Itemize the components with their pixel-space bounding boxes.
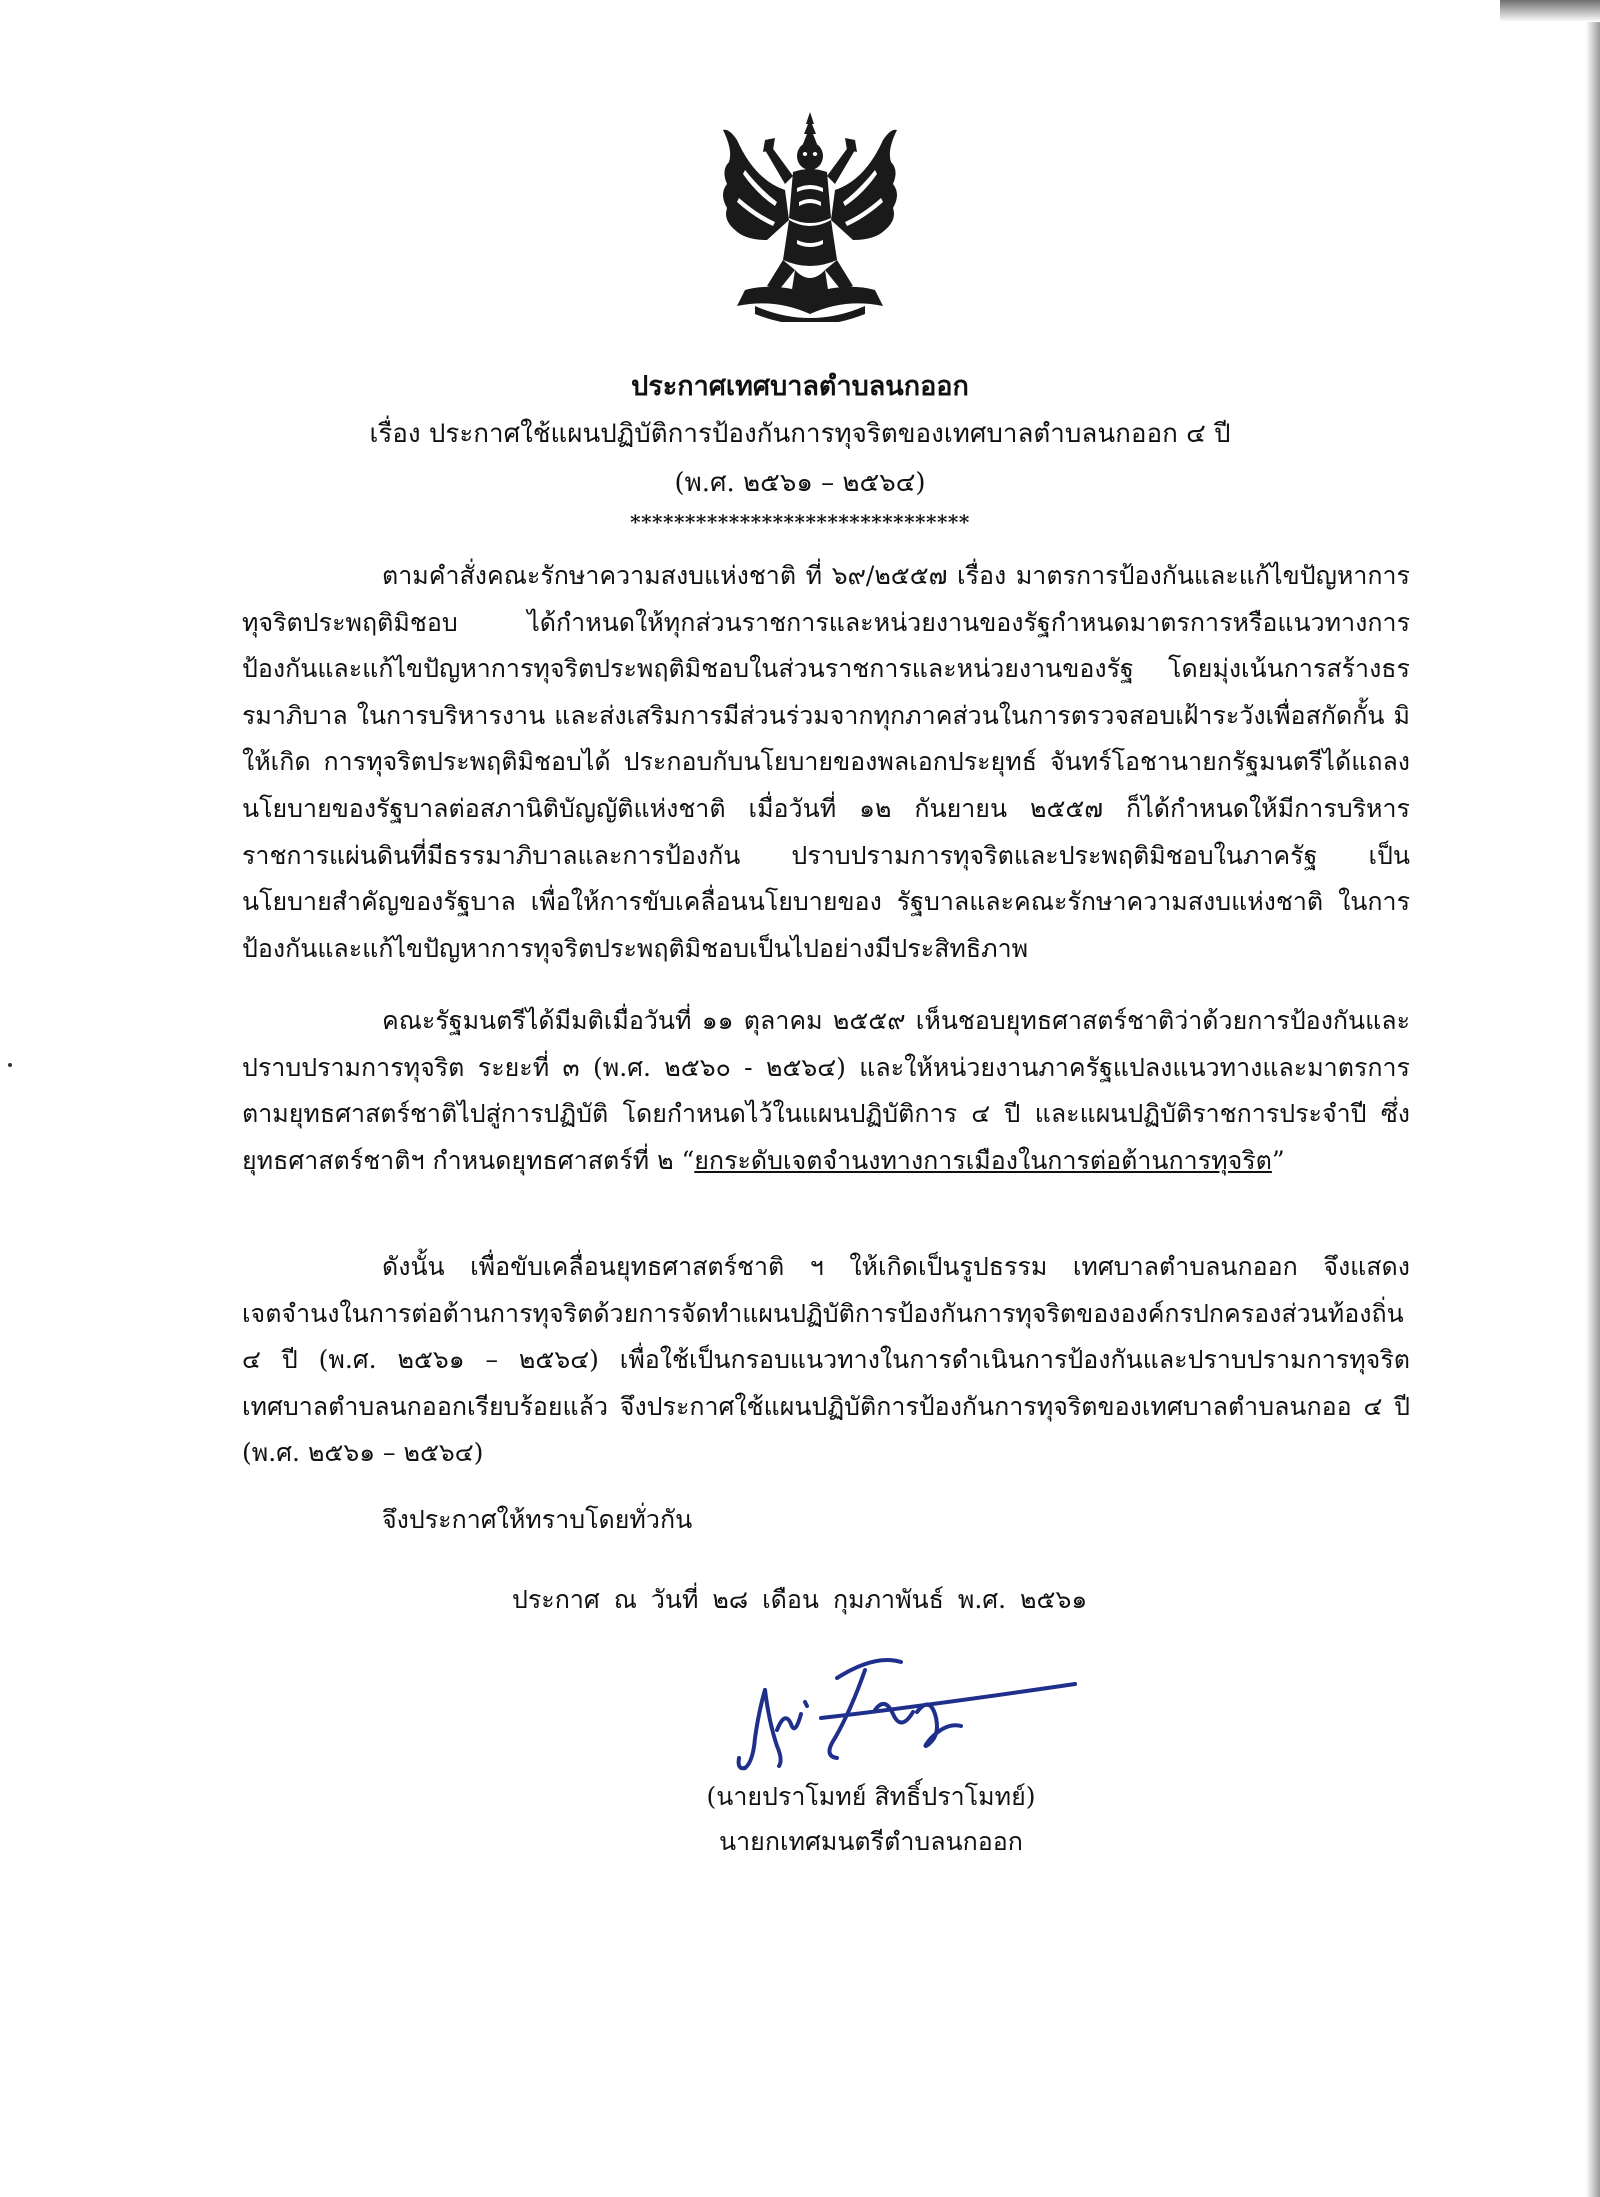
scan-page-shadow (1500, 0, 1600, 22)
paragraph-2-text (242, 998, 1410, 1184)
paragraph-3-text: ดังนั้น เพื่อขับเคลื่อนยุทธศาสตร์ชาติ ฯ ให้เกิดเป็นรูปธรรม เทศบาลตำบลนกออก จึงแสดงเจตจำนงในการต่อต้านการทุจริตด้วยการจัดทำแผนปฏิบัติการป้องกันการทุจริตขององค์กรปกครองส่วนท้องถิ่น ๔ ปี (พ.ศ. ๒๕๖๑ – ๒๕๖๔) เพื่อใช้เป็นกรอบแนวทางในการดำเนินการป้องกันและปราบปรามการทุจริต เทศบาลตำบลนกออกเรียบร้อยแล้ว จึงประกาศใช้แผนปฏิบัติการป้องกันการทุจริตของเทศบาลตำบลนกออ ๔ ปี (พ.ศ. ๒๕๖๑ – ๒๕๖๔) (242, 1252, 1410, 1468)
handwritten-signature-icon (725, 1640, 1085, 1775)
paragraph-1 (242, 553, 1410, 972)
document-period: (พ.ศ. ๒๕๖๑ – ๒๕๖๔) (674, 468, 926, 498)
paragraph-2-lead: คณะรัฐมนตรีได้มีมติเมื่อวันที่ ๑๑ ตุลาคม ๒๕๕๙ เห็นชอบยุทธศาสตร์ชาติว่าด้วยการป้องกันและปราบปรามการทุจริต ระยะที่ ๓ (พ.ศ. ๒๕๖๐ - ๒๕๖๔) และให้หน่วยงานภาครัฐแปลงแนวทางและมาตรการตามยุทธศาสตร์ชาติไปสู่การปฏิบัติ โดยกำหนดไว้ในแผนปฏิบัติการ ๔ ปี และแผนปฏิบัติราชการประจำปี ซึ่งยุทธศาสตร์ชาติฯ กำหนดยุทธศาสตร์ที่ ๒ “ (242, 1006, 1410, 1175)
paragraph-2-tail: ” (1271, 1145, 1285, 1175)
closing-notice: จึงประกาศให้ทราบโดยทั่วกัน (382, 1505, 693, 1534)
scan-speck (8, 1063, 12, 1067)
separator-line: ******************************* (630, 510, 970, 534)
document-subject: เรื่อง ประกาศใช้แผนปฏิบัติการป้องกันการทุจริตของเทศบาลตำบลนกออก ๔ ปี (369, 419, 1231, 449)
paragraph-2 (242, 998, 1410, 1184)
scan-page-edge (1586, 0, 1600, 2197)
strategy-emphasis: ยกระดับเจตจำนงทางการเมืองในการต่อต้านการทุจริต (694, 1145, 1272, 1175)
garuda-emblem-icon (715, 110, 905, 322)
paragraph-3 (242, 1244, 1410, 1477)
announcement-date: ประกาศ ณ วันที่ ๒๘ เดือน กุมภาพันธ์ พ.ศ. ๒๕๖๑ (512, 1585, 1088, 1614)
document-title: ประกาศเทศบาลตำบลนกออก (631, 371, 969, 402)
paragraph-1-text: ตามคำสั่งคณะรักษาความสงบแห่งชาติ ที่ ๖๙/๒๕๕๗ เรื่อง มาตรการป้องกันและแก้ไขปัญหาการทุจริตประพฤติมิชอบ ได้กำหนดให้ทุกส่วนราชการและหน่วยงานของรัฐกำหนดมาตรการหรือแนวทางการป้องกันและแก้ไขปัญหาการทุจริตประพฤติมิชอบในส่วนราชการและหน่วยงานของรัฐ โดยมุ่งเน้นการสร้างธรรมาภิบาล ในการบริหารงาน และส่งเสริมการมีส่วนร่วมจากทุกภาคส่วนในการตรวจสอบเฝ้าระวังเพื่อสกัดกั้น มิให้เกิด การทุจริตประพฤติมิชอบได้ ประกอบกับนโยบายของพลเอกประยุทธ์ จันทร์โอชานายกรัฐมนตรีได้แถลงนโยบายของรัฐบาลต่อสภานิติบัญญัติแห่งชาติ เมื่อวันที่ ๑๒ กันยายน ๒๕๕๗ ก็ได้กำหนดให้มีการบริหารราชการแผ่นดินที่มีธรรมาภิบาลและการป้องกัน ปราบปรามการทุจริตและประพฤติมิชอบในภาครัฐ เป็นนโยบายสำคัญของรัฐบาล เพื่อให้การขับเคลื่อนนโยบายของ รัฐบาลและคณะรักษาความสงบแห่งชาติ ในการป้องกันและแก้ไขปัญหาการทุจริตประพฤติมิชอบเป็นไปอย่างมีประสิทธิภาพ (242, 561, 1410, 963)
signer-position: นายกเทศมนตรีตำบลนกออก (719, 1827, 1023, 1856)
signer-name: (นายปราโมทย์ สิทธิ์ปราโมทย์) (706, 1782, 1036, 1811)
